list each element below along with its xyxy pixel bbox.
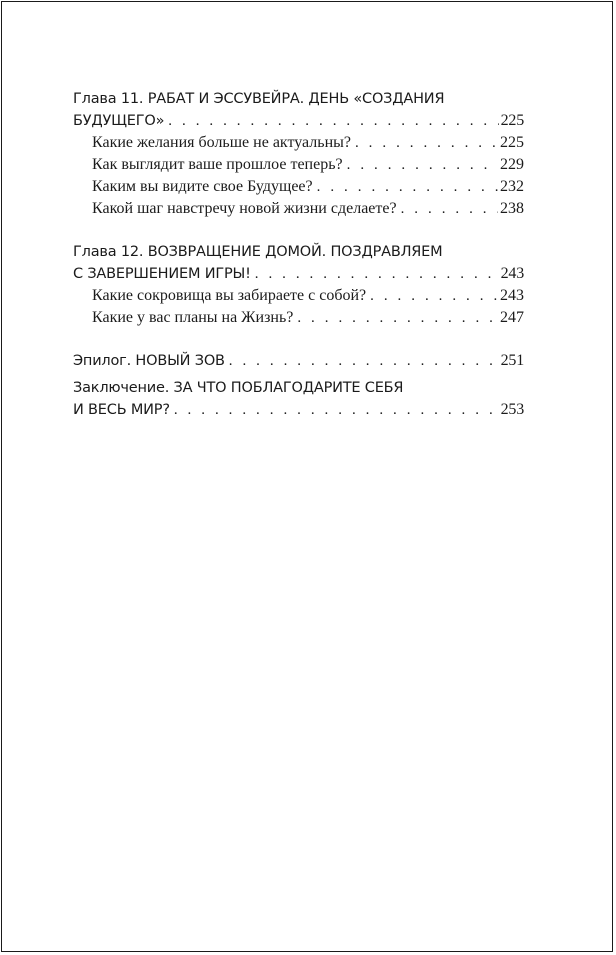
entry-title: Какой шаг навстречу новой жизни сделаете?	[92, 200, 397, 217]
toc-epilogue	[73, 350, 524, 372]
page-number: 225	[500, 112, 524, 129]
entry-title: Какие у вас планы на Жизнь?	[92, 309, 294, 326]
dot-leader	[229, 350, 499, 372]
dot-leader	[297, 307, 498, 329]
chapter-heading-line	[73, 263, 524, 285]
conclusion-title: Заключение. ЗА ЧТО ПОБЛАГОДАРИТЕ СЕБЯ	[73, 380, 404, 396]
dot-leader	[317, 176, 498, 198]
entry-title: Какие сокровища вы забираете с собой?	[92, 287, 367, 304]
conclusion-title-continued: И ВЕСЬ МИР?	[73, 402, 170, 418]
page-number: 229	[500, 156, 524, 173]
chapter-title: Глава 12. ВОЗВРАЩЕНИЕ ДОМОЙ. ПОЗДРАВЛЯЕМ	[73, 244, 443, 260]
page-number: 232	[500, 178, 524, 195]
toc-entry	[73, 176, 524, 198]
epilogue-line	[73, 350, 524, 372]
chapter-title-continued: С ЗАВЕРШЕНИЕМ ИГРЫ!	[73, 266, 251, 282]
chapter-title: Глава 11. РАБАТ И ЭССУВЕЙРА. ДЕНЬ «СОЗДАНИЯ	[73, 91, 445, 107]
toc-chapter-11	[73, 88, 524, 220]
chapter-heading-line	[73, 110, 524, 132]
entry-title: Каким вы видите свое Будущее?	[92, 178, 313, 195]
page-number: 253	[500, 401, 524, 418]
entry-title: Какие желания больше не актуальны?	[92, 134, 351, 151]
chapter-title-continued: БУДУЩЕГО»	[73, 113, 165, 129]
dot-leader	[401, 198, 498, 220]
dot-leader	[168, 110, 498, 132]
page-number: 251	[500, 352, 524, 369]
toc-entry	[73, 198, 524, 220]
chapter-heading-line	[73, 88, 524, 110]
page-number: 238	[500, 200, 524, 217]
dot-leader	[347, 154, 498, 176]
toc-entry	[73, 132, 524, 154]
dot-leader	[355, 132, 498, 154]
toc-entry	[73, 285, 524, 307]
dot-leader	[255, 263, 499, 285]
toc-entry	[73, 154, 524, 176]
book-page	[1, 1, 613, 952]
page-number: 243	[500, 287, 524, 304]
entry-title: Как выглядит ваше прошлое теперь?	[92, 156, 343, 173]
page-number: 225	[500, 134, 524, 151]
conclusion-line	[73, 399, 524, 421]
conclusion-line	[73, 377, 524, 399]
epilogue-title: Эпилог. НОВЫЙ ЗОВ	[73, 353, 225, 369]
page-number: 247	[500, 309, 524, 326]
dot-leader	[370, 285, 498, 307]
table-of-contents	[73, 88, 524, 442]
dot-leader	[174, 399, 499, 421]
chapter-heading-line	[73, 241, 524, 263]
page-number: 243	[500, 265, 524, 282]
toc-chapter-12	[73, 241, 524, 329]
toc-entry	[73, 307, 524, 329]
toc-conclusion	[73, 377, 524, 421]
